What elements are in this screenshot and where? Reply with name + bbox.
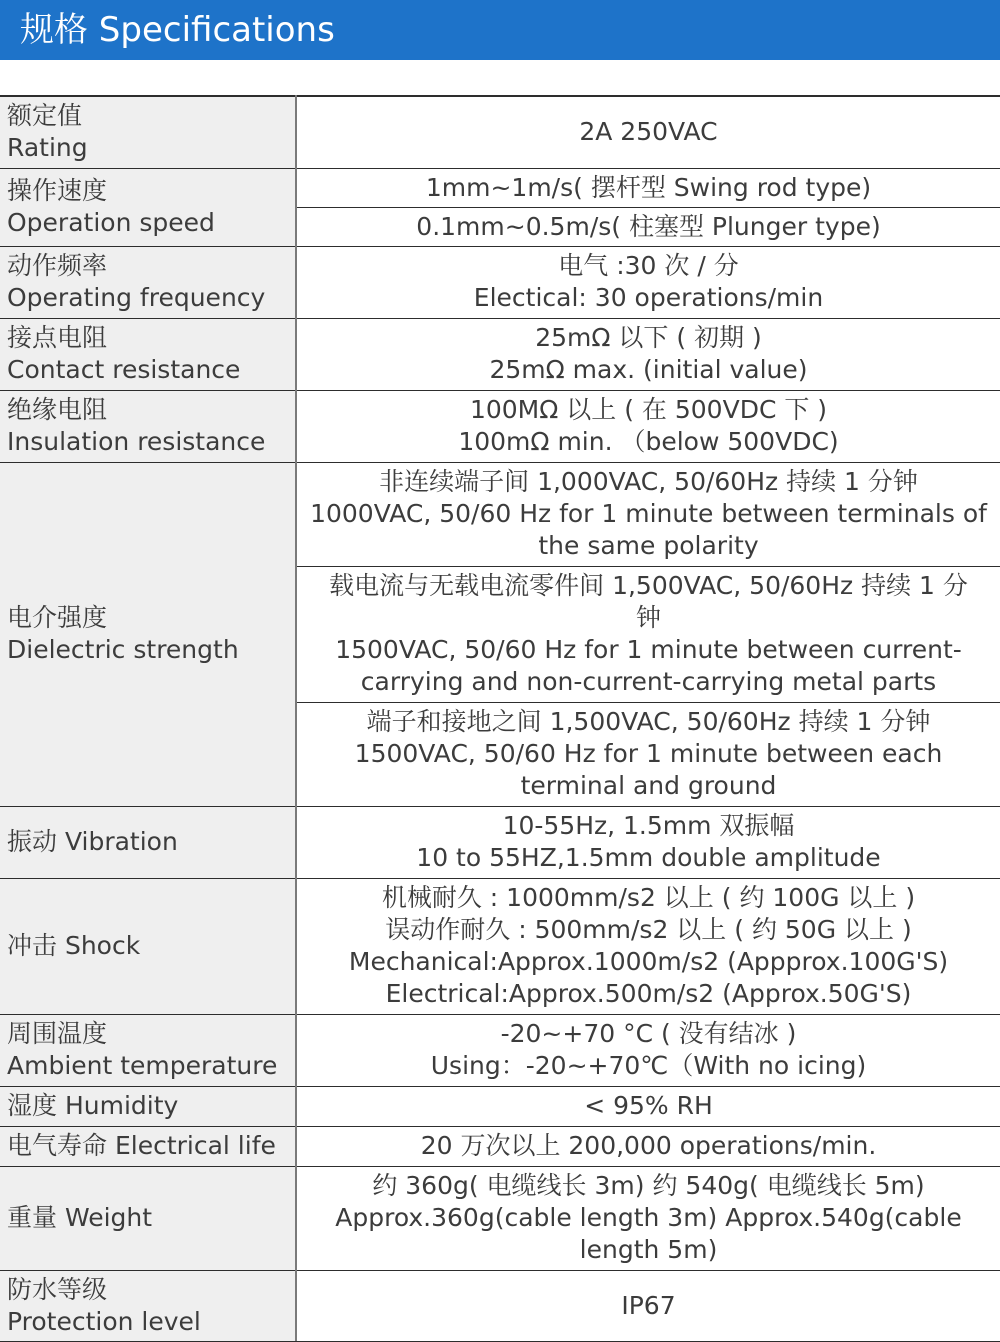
spec-label (0, 1086, 296, 1126)
spec-row (0, 806, 1000, 878)
spec-label (0, 318, 296, 390)
spec-value-line: Electical: 30 operations/min (473, 283, 824, 312)
spec-value-line: length 5m) (579, 1235, 718, 1264)
spec-value-line: 约 360g( 电缆线长 3m) 约 540g( 电缆线长 5m) (372, 1171, 925, 1200)
spec-value-line: IP67 (621, 1290, 676, 1320)
spec-row (0, 1126, 1000, 1166)
spec-label-line: 冲击 Shock (7, 931, 141, 960)
spec-label-line: 电气寿命 Electrical life (7, 1131, 276, 1160)
spec-value-line: 电气 :30 次 / 分 (558, 251, 739, 280)
spec-label (0, 806, 296, 878)
spec-row (0, 246, 1000, 318)
spec-value-line: 载电流与无载电流零件间 1,500VAC, 50/60Hz 持续 1 分 (329, 571, 968, 600)
spec-value (296, 566, 1000, 702)
spec-value-line: 100MΩ 以上 ( 在 500VDC 下 ) (469, 395, 828, 424)
spec-value (296, 246, 1000, 318)
spec-row (0, 168, 1000, 207)
spec-value-line: 1500VAC, 50/60 Hz for 1 minute between each (354, 739, 943, 768)
spec-row (0, 318, 1000, 390)
spec-label-line: Rating (7, 133, 88, 163)
spec-row (0, 1014, 1000, 1086)
spec-label (0, 1126, 296, 1166)
spec-label (0, 168, 296, 246)
spec-label-line: 湿度 Humidity (7, 1091, 179, 1120)
spec-value-line: 25mΩ max. (initial value) (489, 355, 808, 384)
spec-value (296, 462, 1000, 566)
spec-row (0, 878, 1000, 1014)
spec-row (0, 462, 1000, 566)
spec-label-line: Ambient temperature (7, 1051, 278, 1080)
spec-label-line: Protection level (7, 1306, 201, 1336)
spec-label-line: Dielectric strength (7, 635, 239, 664)
spec-value (296, 1270, 1000, 1342)
spec-value (296, 1166, 1000, 1270)
spec-label (0, 878, 296, 1014)
specifications-table (0, 95, 1000, 1342)
spec-value-line: 2A 250VAC (579, 117, 718, 147)
section-title: 规格 Specifications (20, 10, 335, 50)
spec-value (296, 96, 1000, 168)
spec-label (0, 462, 296, 806)
spec-value-line: 20 万次以上 200,000 operations/min. (420, 1131, 877, 1160)
spec-value-line: terminal and ground (520, 771, 777, 800)
spec-label (0, 1014, 296, 1086)
section-header (0, 0, 1000, 60)
spec-value-line: Electrical:Approx.500m/s2 (Approx.50G'S) (385, 979, 912, 1008)
spec-label-line: 动作频率 (7, 251, 108, 280)
spec-value-line: 1500VAC, 50/60 Hz for 1 minute between current- (335, 635, 962, 664)
spec-row (0, 1086, 1000, 1126)
spec-label-line: 操作速度 (7, 176, 108, 205)
spec-value-line: Mechanical:Approx.1000m/s2 (Appprox.100G'S) (348, 947, 949, 976)
spec-label (0, 246, 296, 318)
spec-value-line: 1000VAC, 50/60 Hz for 1 minute between terminals of (310, 499, 987, 528)
spec-value (296, 390, 1000, 462)
spec-label (0, 1270, 296, 1342)
spec-value-line: 100mΩ min. （below 500VDC) (458, 427, 839, 456)
spec-value-line: 误动作耐久 : 500mm/s2 以上 ( 约 50G 以上 ) (385, 915, 912, 944)
spec-value (296, 1126, 1000, 1166)
spec-value-line: 25mΩ 以下 ( 初期 ) (535, 323, 762, 352)
spec-value-line: < 95% RH (584, 1091, 713, 1120)
spec-label-line: 周围温度 (7, 1019, 108, 1048)
spec-row (0, 1166, 1000, 1270)
spec-label (0, 1166, 296, 1270)
spec-value (296, 207, 1000, 246)
spec-value-line: 1mm~1m/s( 摆杆型 Swing rod type) (425, 172, 872, 202)
spec-value (296, 1014, 1000, 1086)
spec-value (296, 878, 1000, 1014)
spec-value (296, 1086, 1000, 1126)
spec-value-line: 钟 (635, 603, 661, 632)
spec-label-line: Contact resistance (7, 355, 241, 384)
spec-label-line: 电介强度 (7, 603, 108, 632)
spec-row (0, 96, 1000, 168)
spec-value (296, 806, 1000, 878)
spec-label-line: 额定值 (7, 101, 83, 131)
spec-row (0, 1270, 1000, 1342)
spec-value-line: Using：-20~+70℃（With no icing) (430, 1051, 867, 1080)
spec-value-line: carrying and non-current-carrying metal parts (360, 667, 937, 696)
spec-label-line: 接点电阻 (7, 323, 108, 352)
spec-label-line: 绝缘电阻 (7, 395, 108, 424)
spec-value-line: Approx.360g(cable length 3m) Approx.540g(cable (335, 1203, 962, 1232)
spec-value (296, 168, 1000, 207)
spec-value-line: 0.1mm~0.5m/s( 柱塞型 Plunger type) (416, 211, 881, 241)
spec-value (296, 702, 1000, 806)
spec-label-line: Operation speed (7, 208, 215, 237)
spec-value-line: 机械耐久 : 1000mm/s2 以上 ( 约 100G 以上 ) (381, 883, 916, 912)
spec-label-line: 防水等级 (7, 1274, 108, 1304)
spec-label-line: Operating frequency (7, 283, 266, 312)
spec-value-line: 非连续端子间 1,000VAC, 50/60Hz 持续 1 分钟 (379, 467, 918, 496)
spec-row (0, 390, 1000, 462)
spec-label-line: 振动 Vibration (7, 827, 178, 856)
spec-value-line: 10 to 55HZ,1.5mm double amplitude (416, 843, 881, 872)
spec-value-line: 端子和接地之间 1,500VAC, 50/60Hz 持续 1 分钟 (366, 707, 931, 736)
spec-label-line: Insulation resistance (7, 427, 266, 456)
spec-label (0, 96, 296, 168)
spec-value-line: the same polarity (538, 531, 759, 560)
spec-label-line: 重量 Weight (7, 1203, 153, 1232)
spec-value (296, 318, 1000, 390)
spec-value-line: 10-55Hz, 1.5mm 双振幅 (502, 811, 795, 840)
spec-value-line: -20~+70 °C ( 没有结冰 ) (500, 1019, 797, 1048)
spec-label (0, 390, 296, 462)
